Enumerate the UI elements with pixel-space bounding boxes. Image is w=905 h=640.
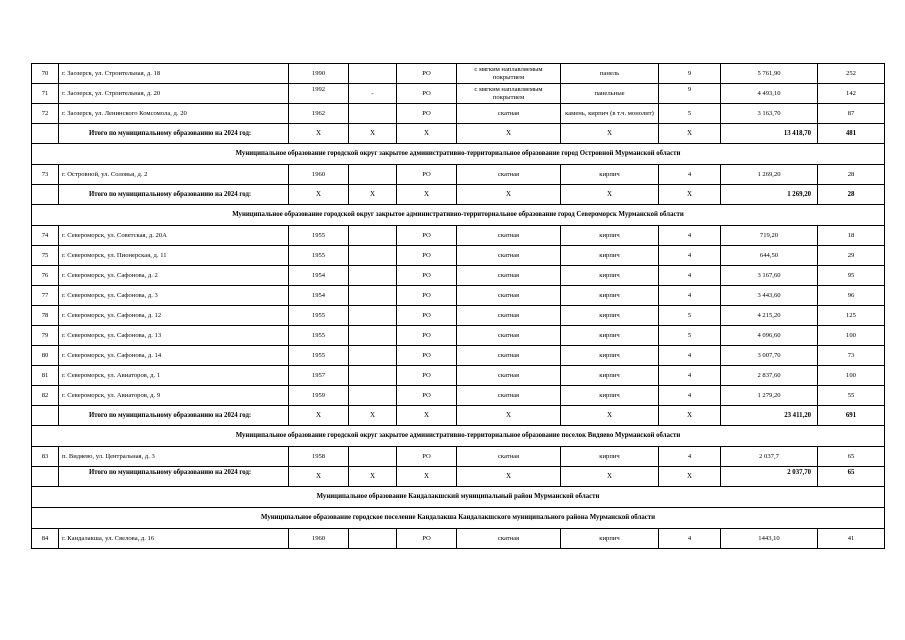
program-cell: РО	[397, 266, 457, 286]
total-mark: Х	[397, 406, 457, 426]
floors-cell: 4	[659, 286, 721, 306]
col4-cell	[349, 165, 397, 185]
walls-cell: панельные	[561, 84, 659, 104]
address-cell: п. Видяево, ул. Центральная, д. 3	[59, 447, 289, 467]
program-cell: РО	[397, 346, 457, 366]
address-cell: г. Североморск, ул. Сафонова, д. 2	[59, 266, 289, 286]
roof-cell: скатная	[457, 226, 561, 246]
roof-cell: скатная	[457, 286, 561, 306]
floors-cell: 4	[659, 386, 721, 406]
walls-cell: кирпич	[561, 266, 659, 286]
total-residents: 65	[818, 467, 885, 487]
address-cell: г. Североморск, ул. Сафонова, д. 14	[59, 346, 289, 366]
total-mark: Х	[397, 185, 457, 205]
total-mark: Х	[457, 185, 561, 205]
total-mark: Х	[349, 185, 397, 205]
roof-cell: скатная	[457, 386, 561, 406]
address-cell: г. Островной, ул. Соловья, д. 2	[59, 165, 289, 185]
row-number: 73	[32, 165, 59, 185]
total-label: Итого по муниципальному образованию на 2024 год:	[59, 124, 289, 144]
row-number: 70	[32, 64, 59, 84]
total-mark: Х	[561, 124, 659, 144]
section-header: Муниципальное образование городской округ закрытое административно-территориальное образование поселок Видяево Мурманской области	[32, 426, 885, 447]
table-row	[32, 386, 885, 406]
total-row	[32, 406, 885, 426]
year-cell: 1955	[289, 346, 349, 366]
table-row	[32, 529, 885, 549]
col4-cell	[349, 64, 397, 84]
col4-cell	[349, 366, 397, 386]
floors-cell: 4	[659, 447, 721, 467]
table-row	[32, 226, 885, 246]
table-row	[32, 266, 885, 286]
total-mark: Х	[659, 185, 721, 205]
section-header-row	[32, 144, 885, 165]
total-row	[32, 467, 885, 487]
walls-cell: кирпич	[561, 286, 659, 306]
section-header: Муниципальное образование Кандалакшский муниципальный район Мурманской области	[32, 487, 885, 508]
total-residents: 481	[818, 124, 885, 144]
address-cell: г. Североморск, ул. Сафонова, д. 13	[59, 326, 289, 346]
area-cell: 1 279,20	[721, 386, 818, 406]
total-mark: Х	[659, 467, 721, 487]
address-cell: г. Заозерск, ул. Строительная, д. 20	[59, 84, 289, 104]
walls-cell: кирпич	[561, 306, 659, 326]
year-cell: 1955	[289, 246, 349, 266]
program-cell: РО	[397, 226, 457, 246]
program-cell: РО	[397, 286, 457, 306]
table-row	[32, 246, 885, 266]
row-number: 83	[32, 447, 59, 467]
residents-cell: 73	[818, 346, 885, 366]
total-row	[32, 185, 885, 205]
year-cell: 1992	[289, 84, 349, 104]
floors-cell: 5	[659, 104, 721, 124]
col4-cell	[349, 266, 397, 286]
year-cell: 1960	[289, 165, 349, 185]
total-label: Итого по муниципальному образованию на 2024 год:	[59, 185, 289, 205]
floors-cell: 4	[659, 226, 721, 246]
roof-cell: с мягким наплавляемым покрытием	[457, 64, 561, 84]
residents-cell: 65	[818, 447, 885, 467]
total-mark: Х	[289, 185, 349, 205]
total-mark: Х	[659, 124, 721, 144]
row-number: 81	[32, 366, 59, 386]
area-cell: 3 163,70	[721, 104, 818, 124]
walls-cell: кирпич	[561, 386, 659, 406]
col4-cell	[349, 104, 397, 124]
roof-cell: скатная	[457, 326, 561, 346]
address-cell: г. Североморск, ул. Авиаторов, д. 1	[59, 366, 289, 386]
total-label: Итого по муниципальному образованию на 2024 год:	[59, 406, 289, 426]
table-row	[32, 326, 885, 346]
housing-register-table	[31, 63, 885, 549]
col4-cell: -	[349, 84, 397, 104]
area-cell: 1 269,20	[721, 165, 818, 185]
row-number: 84	[32, 529, 59, 549]
address-cell: г. Североморск, ул. Сафонова, д. 12	[59, 306, 289, 326]
total-mark: Х	[561, 185, 659, 205]
residents-cell: 95	[818, 266, 885, 286]
program-cell: РО	[397, 366, 457, 386]
address-cell: г. Кандалакша, ул. Свелова, д. 16	[59, 529, 289, 549]
residents-cell: 55	[818, 386, 885, 406]
section-header: Муниципальное образование городское поселение Кандалакша Кандалакшского муниципального района Мурманской области	[32, 508, 885, 529]
residents-cell: 18	[818, 226, 885, 246]
total-mark: Х	[659, 406, 721, 426]
floors-cell: 4	[659, 366, 721, 386]
year-cell: 1958	[289, 447, 349, 467]
total-label: Итого по муниципальному образованию на 2024 год:	[59, 467, 289, 487]
col4-cell	[349, 226, 397, 246]
total-mark: Х	[457, 406, 561, 426]
area-cell: 719,20	[721, 226, 818, 246]
residents-cell: 41	[818, 529, 885, 549]
area-cell: 644,50	[721, 246, 818, 266]
total-mark: Х	[349, 406, 397, 426]
total-mark: Х	[457, 467, 561, 487]
year-cell: 1954	[289, 286, 349, 306]
total-mark: Х	[561, 467, 659, 487]
table-row	[32, 306, 885, 326]
area-cell: 4 215,20	[721, 306, 818, 326]
residents-cell: 142	[818, 84, 885, 104]
program-cell: РО	[397, 386, 457, 406]
address-cell: г. Североморск, ул. Пионерская, д. 11	[59, 246, 289, 266]
row-number: 80	[32, 346, 59, 366]
floors-cell: 4	[659, 529, 721, 549]
residents-cell: 125	[818, 306, 885, 326]
floors-cell: 5	[659, 306, 721, 326]
roof-cell: скатная	[457, 306, 561, 326]
section-header-row	[32, 205, 885, 226]
col4-cell	[349, 326, 397, 346]
section-header-row	[32, 426, 885, 447]
row-number: 78	[32, 306, 59, 326]
total-mark: Х	[289, 406, 349, 426]
row-number: 74	[32, 226, 59, 246]
residents-cell: 100	[818, 326, 885, 346]
program-cell: РО	[397, 326, 457, 346]
residents-cell: 100	[818, 366, 885, 386]
area-cell: 3 007,70	[721, 346, 818, 366]
address-cell: г. Заозерск, ул. Ленинского Комсомола, д. 20	[59, 104, 289, 124]
address-cell: г. Североморск, ул. Авиаторов, д. 9	[59, 386, 289, 406]
roof-cell: скатная	[457, 104, 561, 124]
year-cell: 1957	[289, 366, 349, 386]
total-residents: 691	[818, 406, 885, 426]
roof-cell: скатная	[457, 266, 561, 286]
table-row	[32, 84, 885, 104]
area-cell: 3 443,60	[721, 286, 818, 306]
area-cell: 3 167,60	[721, 266, 818, 286]
section-header-row	[32, 487, 885, 508]
year-cell: 1954	[289, 266, 349, 286]
total-mark: Х	[457, 124, 561, 144]
area-cell: 1443,10	[721, 529, 818, 549]
program-cell: РО	[397, 104, 457, 124]
walls-cell: кирпич	[561, 346, 659, 366]
table-row	[32, 104, 885, 124]
floors-cell: 9	[659, 84, 721, 104]
walls-cell: кирпич	[561, 447, 659, 467]
program-cell: РО	[397, 84, 457, 104]
walls-cell: кирпич	[561, 529, 659, 549]
table-row	[32, 64, 885, 84]
year-cell: 1955	[289, 326, 349, 346]
floors-cell: 4	[659, 165, 721, 185]
roof-cell: скатная	[457, 246, 561, 266]
row-number: 79	[32, 326, 59, 346]
col4-cell	[349, 529, 397, 549]
area-cell: 2 037,7	[721, 447, 818, 467]
roof-cell: скатная	[457, 165, 561, 185]
year-cell: 1959	[289, 386, 349, 406]
table-row	[32, 165, 885, 185]
residents-cell: 87	[818, 104, 885, 124]
program-cell: РО	[397, 306, 457, 326]
section-header: Муниципальное образование городской округ закрытое административно-территориальное образование город Островной Мурманской области	[32, 144, 885, 165]
address-cell: г. Североморск, ул. Советская, д. 20А	[59, 226, 289, 246]
residents-cell: 29	[818, 246, 885, 266]
walls-cell: кирпич	[561, 246, 659, 266]
address-cell: г. Североморск, ул. Сафонова, д. 3	[59, 286, 289, 306]
total-area: 1 269,20	[721, 185, 818, 205]
total-mark: Х	[349, 124, 397, 144]
section-header: Муниципальное образование городской округ закрытое административно-территориальное образование город Североморск Мурманской области	[32, 205, 885, 226]
floors-cell: 4	[659, 266, 721, 286]
roof-cell: скатная	[457, 529, 561, 549]
table-row	[32, 286, 885, 306]
table-row	[32, 366, 885, 386]
program-cell: РО	[397, 64, 457, 84]
year-cell: 1955	[289, 306, 349, 326]
floors-cell: 4	[659, 246, 721, 266]
year-cell: 1955	[289, 226, 349, 246]
floors-cell: 5	[659, 326, 721, 346]
walls-cell: кирпич	[561, 226, 659, 246]
program-cell: РО	[397, 165, 457, 185]
total-mark: Х	[349, 467, 397, 487]
col4-cell	[349, 306, 397, 326]
row-number: 72	[32, 104, 59, 124]
row-number: 77	[32, 286, 59, 306]
year-cell: 1962	[289, 104, 349, 124]
col4-cell	[349, 346, 397, 366]
residents-cell: 28	[818, 165, 885, 185]
roof-cell: скатная	[457, 346, 561, 366]
residents-cell: 96	[818, 286, 885, 306]
total-mark: Х	[397, 124, 457, 144]
roof-cell: с мягким наплавляемым покрытием	[457, 84, 561, 104]
residents-cell: 252	[818, 64, 885, 84]
col4-cell	[349, 286, 397, 306]
row-number: 76	[32, 266, 59, 286]
total-mark: Х	[561, 406, 659, 426]
roof-cell: скатная	[457, 447, 561, 467]
table-row	[32, 346, 885, 366]
floors-cell: 4	[659, 346, 721, 366]
walls-cell: панель	[561, 64, 659, 84]
roof-cell: скатная	[457, 366, 561, 386]
col4-cell	[349, 386, 397, 406]
total-area: 23 411,20	[721, 406, 818, 426]
area-cell: 2 837,60	[721, 366, 818, 386]
total-area: 13 418,70	[721, 124, 818, 144]
total-area: 2 037,70	[721, 467, 818, 487]
total-mark: Х	[397, 467, 457, 487]
col4-cell	[349, 246, 397, 266]
year-cell: 1960	[289, 529, 349, 549]
section-header-row	[32, 508, 885, 529]
total-mark: Х	[289, 124, 349, 144]
area-cell: 4 096,60	[721, 326, 818, 346]
year-cell: 1990	[289, 64, 349, 84]
program-cell: РО	[397, 447, 457, 467]
col4-cell	[349, 447, 397, 467]
walls-cell: кирпич	[561, 366, 659, 386]
area-cell: 5 761,90	[721, 64, 818, 84]
walls-cell: кирпич	[561, 326, 659, 346]
total-mark: Х	[289, 467, 349, 487]
floors-cell: 9	[659, 64, 721, 84]
walls-cell: камень, кирпич (в т.ч. монолит)	[561, 104, 659, 124]
table-row	[32, 447, 885, 467]
area-cell: 4 493,10	[721, 84, 818, 104]
row-number: 71	[32, 84, 59, 104]
walls-cell: кирпич	[561, 165, 659, 185]
row-number: 82	[32, 386, 59, 406]
address-cell: г. Заозерск, ул. Строительная, д. 18	[59, 64, 289, 84]
total-row	[32, 124, 885, 144]
program-cell: РО	[397, 529, 457, 549]
row-number: 75	[32, 246, 59, 266]
program-cell: РО	[397, 246, 457, 266]
total-residents: 28	[818, 185, 885, 205]
